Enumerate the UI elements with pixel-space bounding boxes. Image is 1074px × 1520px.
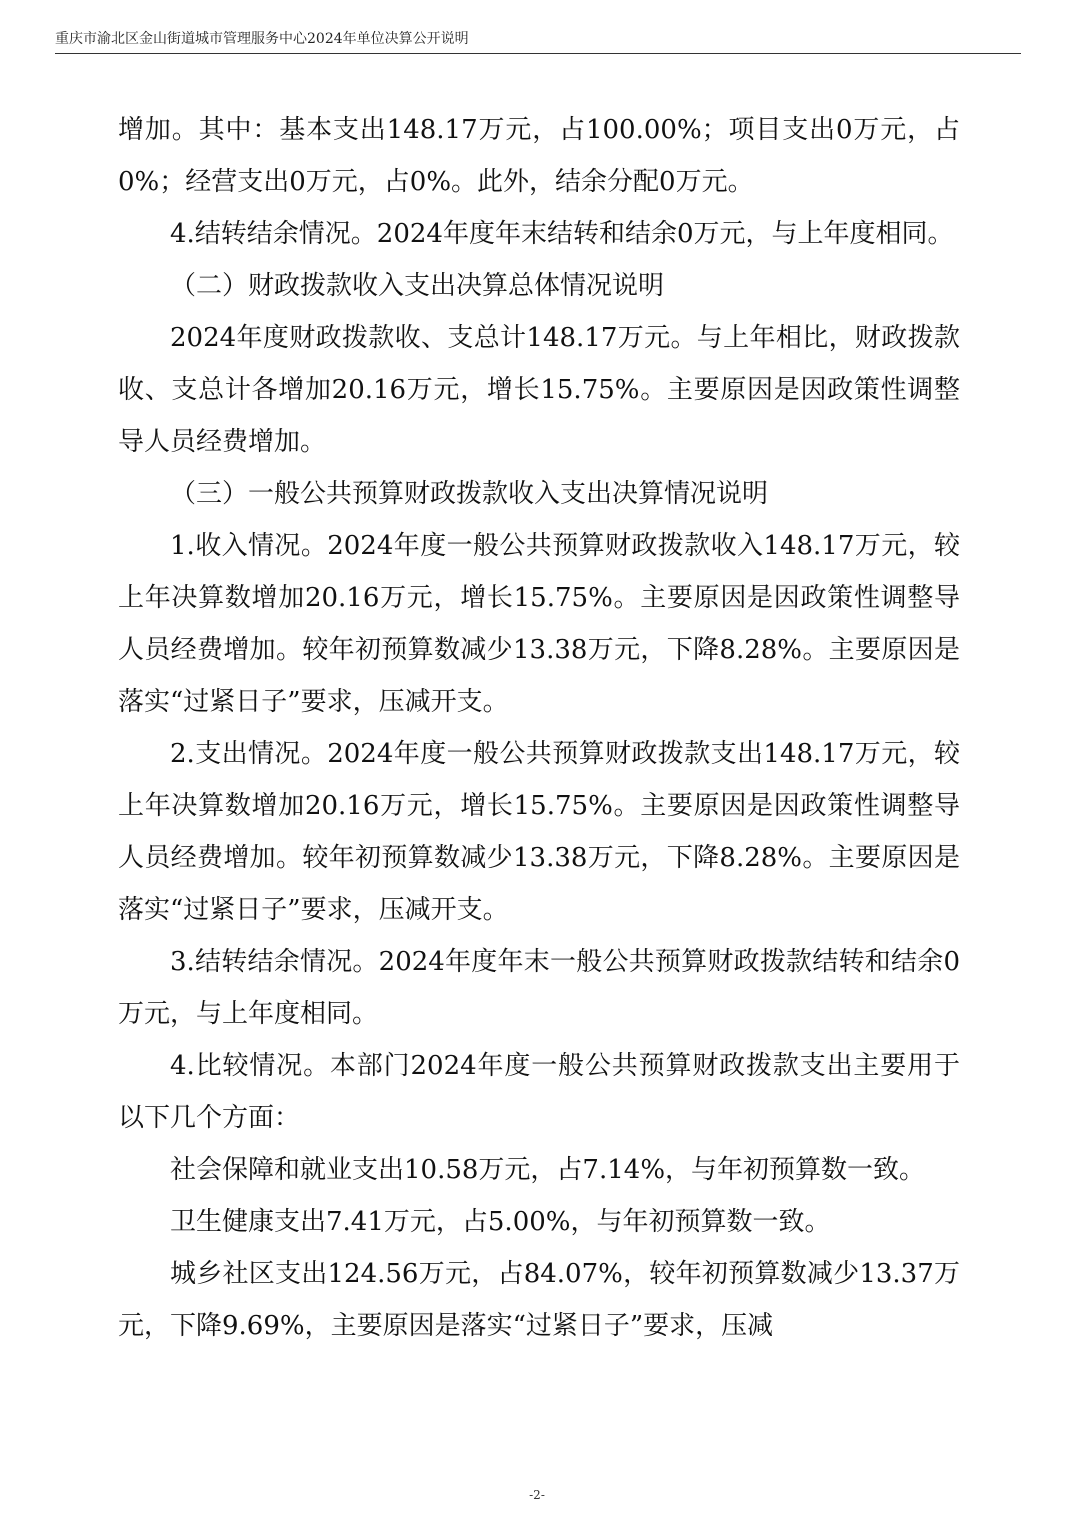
section-heading: （二）财政拨款收入支出决算总体情况说明	[170, 271, 665, 301]
document-body	[118, 104, 960, 1352]
paragraph: 卫生健康支出7.41万元，占5.00%，与年初预算数一致。	[170, 1207, 831, 1237]
paragraph: 社会保障和就业支出10.58万元，占7.14%，与年初预算数一致。	[170, 1155, 926, 1185]
paragraph: 4.比较情况。本部门2024年度一般公共预算财政拨款支出主要用于以下几个方面：	[118, 1051, 960, 1133]
paragraph: 3.结转结余情况。2024年度年末一般公共预算财政拨款结转和结余0万元，与上年度相同。	[118, 947, 960, 1029]
section-heading: （三）一般公共预算财政拨款收入支出决算情况说明	[170, 479, 769, 509]
paragraph: 1.收入情况。2024年度一般公共预算财政拨款收入148.17万元，较上年决算数增加20.16万元，增长15.75%。主要原因是因政策性调整导人员经费增加。较年初预算数减少13.38万元，下降8.28%。主要原因是落实“过紧日子”要求，压减开支。	[118, 531, 960, 717]
paragraph: 4.结转结余情况。2024年度年末结转和结余0万元，与上年度相同。	[170, 219, 954, 249]
paragraph: 2.支出情况。2024年度一般公共预算财政拨款支出148.17万元，较上年决算数增加20.16万元，增长15.75%。主要原因是因政策性调整导人员经费增加。较年初预算数减少13.38万元，下降8.28%。主要原因是落实“过紧日子”要求，压减开支。	[118, 739, 960, 925]
paragraph: 2024年度财政拨款收、支总计148.17万元。与上年相比，财政拨款收、支总计各增加20.16万元，增长15.75%。主要原因是因政策性调整导人员经费增加。	[118, 323, 960, 457]
paragraph: 增加。其中：基本支出148.17万元，占100.00%；项目支出0万元，占0%；经营支出0万元，占0%。此外，结余分配0万元。	[118, 115, 960, 197]
header-divider	[55, 53, 1021, 54]
page-number: -2-	[529, 1488, 545, 1502]
document-header-title: 重庆市渝北区金山街道城市管理服务中心2024年单位决算公开说明	[55, 31, 469, 47]
paragraph: 城乡社区支出124.56万元，占84.07%，较年初预算数减少13.37万元，下降9.69%，主要原因是落实“过紧日子”要求，压减	[118, 1259, 960, 1341]
